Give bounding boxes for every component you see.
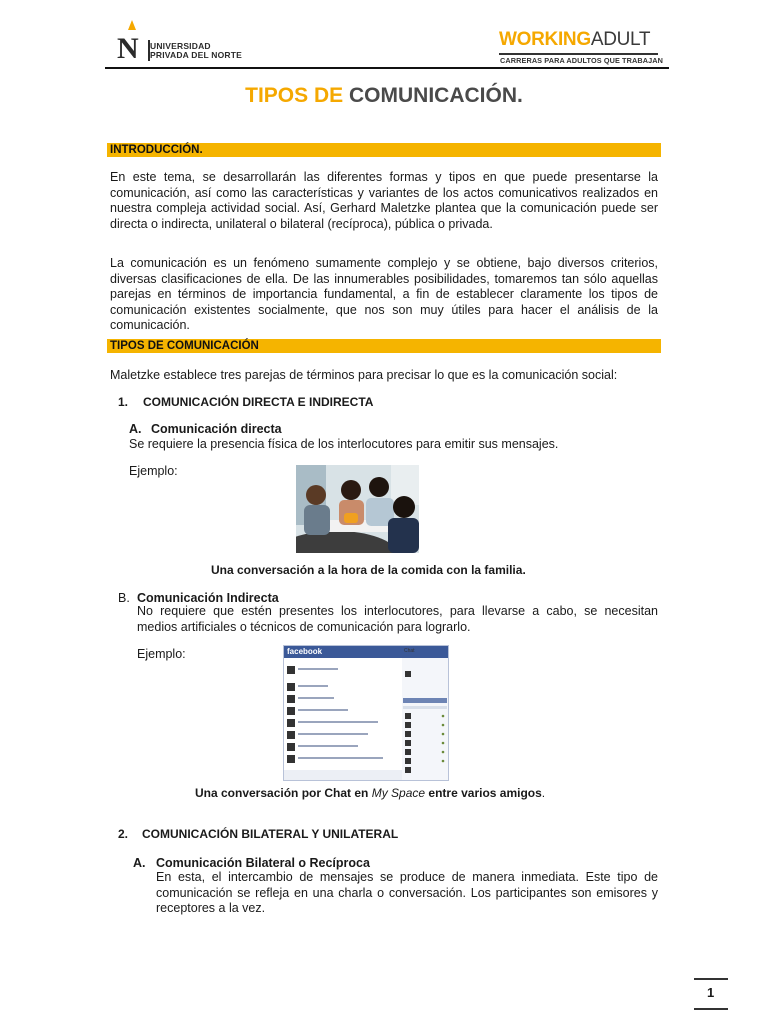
- caption-chat-post: entre varios amigos: [425, 786, 542, 800]
- item1-a-marker: A.: [129, 422, 142, 436]
- facebook-brand: facebook: [284, 646, 448, 658]
- title-part1: TIPOS DE: [245, 84, 344, 107]
- item2-a-title: Comunicación Bilateral o Recíproca: [156, 856, 370, 870]
- item1-a-title: Comunicación directa: [151, 422, 282, 436]
- item1-a-text: Se requiere la presencia física de los interlocutores para emitir sus mensajes.: [129, 437, 559, 451]
- upn-logo-icon: [115, 20, 149, 62]
- brand-underline: [499, 53, 658, 55]
- caption-chat-end: .: [541, 786, 546, 800]
- item2-number: 2.: [118, 827, 129, 841]
- facebook-feed-graphic: [284, 658, 448, 780]
- page-number-rule-bottom: [694, 1008, 728, 1010]
- intro-heading: INTRODUCCIÓN.: [107, 143, 661, 157]
- item2-title: COMUNICACIÓN BILATERAL Y UNILATERAL: [142, 827, 399, 841]
- item1-title: COMUNICACIÓN DIRECTA E INDIRECTA: [143, 395, 374, 409]
- family-meal-photo: [296, 465, 419, 553]
- caption-chat-em: My Space: [371, 786, 426, 800]
- university-name: [150, 42, 242, 60]
- item2-a-text-line3: receptores a la vez.: [156, 901, 266, 915]
- item2-a-text-line2: comunicación se refleja en una charla o conversación. Los participantes son emisores y: [156, 885, 658, 900]
- item1-b-text-line2: medios artificiales o técnicos de comunicación para lograrlo.: [137, 619, 471, 634]
- example-label-1: Ejemplo:: [129, 464, 178, 478]
- item2-a-text-line1: En esta, el intercambio de mensajes se produce de manera inmediata. Este tipo de: [156, 870, 658, 884]
- university-line1: UNIVERSIDAD: [150, 41, 211, 51]
- types-heading: TIPOS DE COMUNICACIÓN: [107, 339, 661, 353]
- facebook-chat-label: Chat: [404, 648, 415, 654]
- item1-b-text-line1: No requiere que estén presentes los interlocutores, para llevarse a cabo, se necesitan: [137, 604, 658, 618]
- brand-part1: WORKING: [499, 29, 591, 50]
- intro-paragraph-2: La comunicación es un fenómeno sumamente complejo y se obtiene, bajo diversos criterios, diversas clasificaciones de ella. De las innumerables posibilidades, tomaremos tan sólo aquellas parejas en términos de importancia fundamental, a fin de establecer claramente los tipos de comunicación existentes socialmente, que nos son muy útiles para hacer el análisis de la comunicación.: [110, 256, 658, 332]
- item1-b-title: Comunicación Indirecta: [137, 591, 279, 605]
- caption-chat-pre: Una conversación por Chat en: [195, 786, 372, 800]
- page-number-rule-top: [694, 978, 728, 980]
- svg-text:N: N: [117, 32, 139, 62]
- types-lead: Maletzke establece tres parejas de términos para precisar lo que es la comunicación social:: [110, 368, 618, 382]
- example-label-2: Ejemplo:: [137, 647, 186, 661]
- caption-family: Una conversación a la hora de la comida con la familia.: [211, 563, 526, 577]
- item1-number: 1.: [118, 395, 129, 409]
- header-rule: [105, 67, 669, 69]
- university-line2: PRIVADA DEL NORTE: [150, 50, 243, 60]
- title-part2: COMUNICACIÓN.: [349, 84, 523, 107]
- brand-tagline: CARRERAS PARA ADULTOS QUE TRABAJAN: [500, 56, 663, 65]
- item2-a-marker: A.: [133, 856, 146, 870]
- item2-a-text: [156, 870, 658, 917]
- facebook-chat-screenshot: [283, 645, 449, 781]
- caption-chat: [195, 786, 545, 800]
- page-number: 1: [707, 985, 715, 1000]
- item1-b-marker: B.: [118, 591, 130, 605]
- page-title: [0, 84, 768, 108]
- brand-part2: ADULT: [590, 29, 651, 50]
- intro-paragraph-1: En este tema, se desarrollarán las diferentes formas y tipos en que puede presentarse la comunicación, así como las características y variantes de los actos comunicativos realizados en nuestra compleja actividad social. Así, Gerhard Maletzke plantea que la comunicación puede ser directa o indirecta, unilateral o bilateral (recíproca), pública o privada.: [110, 170, 658, 231]
- item1-b-text: [137, 604, 658, 635]
- workingadult-logo: [499, 29, 650, 51]
